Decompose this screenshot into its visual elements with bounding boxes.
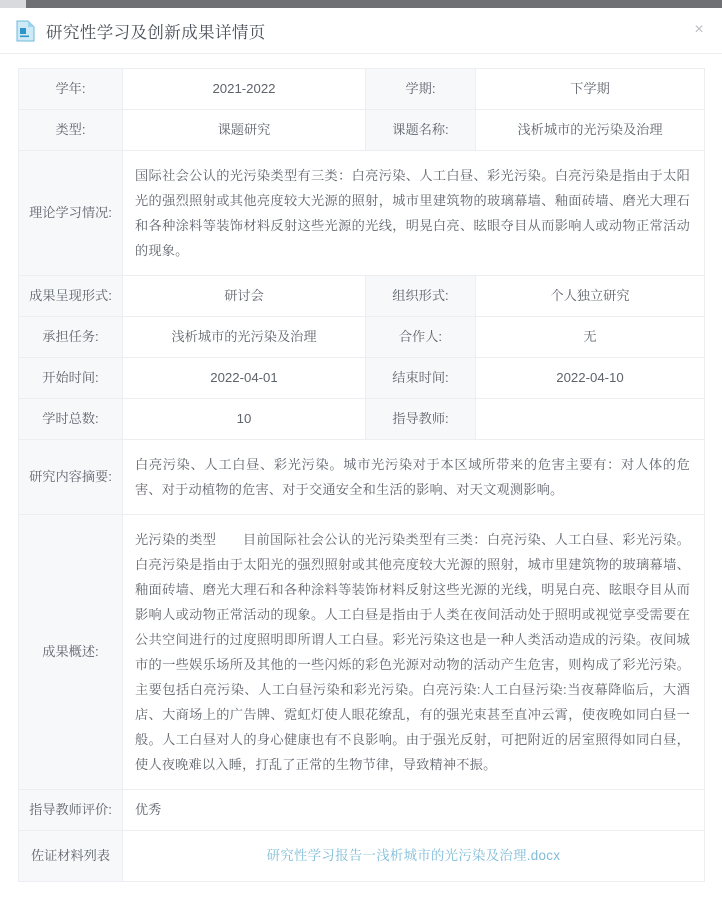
- window-chrome-strip-left: [0, 0, 26, 8]
- result-form-value: 研讨会: [123, 276, 366, 317]
- page-title: 研究性学习及创新成果详情页: [46, 23, 266, 42]
- table-row: [19, 151, 705, 276]
- window-chrome-strip: [0, 0, 722, 8]
- document-icon: [16, 20, 35, 42]
- organize-form-label: 组织形式:: [366, 276, 476, 317]
- teacher-evaluation-label: 指导教师评价:: [19, 790, 123, 831]
- teacher-evaluation-value: 优秀: [123, 790, 705, 831]
- start-time-label: 开始时间:: [19, 358, 123, 399]
- topic-name-label: 课题名称:: [366, 110, 476, 151]
- dialog-body: [0, 54, 722, 882]
- dialog-header: [0, 8, 722, 54]
- overview-value: [123, 515, 705, 790]
- task-label: 承担任务:: [19, 317, 123, 358]
- content-summary-value: 白亮污染、人工白昼、彩光污染。城市光污染对于本区域所带来的危害主要有：对人体的危害、对于动植物的危害、对于交通安全和生活的影响、对天文观测影响。: [123, 440, 705, 515]
- theory-learning-label: 理论学习情况:: [19, 151, 123, 276]
- task-value: 浅析城市的光污染及治理: [123, 317, 366, 358]
- result-form-label: 成果呈现形式:: [19, 276, 123, 317]
- table-row: [19, 69, 705, 110]
- table-row: [19, 399, 705, 440]
- partner-value: 无: [476, 317, 705, 358]
- table-row: [19, 515, 705, 790]
- close-icon[interactable]: ×: [694, 21, 704, 38]
- attachment-link[interactable]: 研究性学习报告一浅析城市的光污染及治理.docx: [266, 848, 561, 863]
- partner-label: 合作人:: [366, 317, 476, 358]
- supervising-teacher-value: [476, 399, 705, 440]
- attachment-list-label: 佐证材料列表: [19, 831, 123, 882]
- start-time-value: 2022-04-01: [123, 358, 366, 399]
- table-row: [19, 790, 705, 831]
- total-hours-label: 学时总数:: [19, 399, 123, 440]
- school-year-value: 2021-2022: [123, 69, 366, 110]
- table-row: [19, 831, 705, 882]
- term-value: 下学期: [476, 69, 705, 110]
- type-label: 类型:: [19, 110, 123, 151]
- table-row: [19, 440, 705, 515]
- table-row: [19, 358, 705, 399]
- table-row: [19, 276, 705, 317]
- overview-heading: 光污染的类型: [135, 532, 217, 547]
- end-time-label: 结束时间:: [366, 358, 476, 399]
- overview-body: 目前国际社会公认的光污染类型有三类：白亮污染、人工白昼、彩光污染。白亮污染是指由于太阳光的强烈照射或其他亮度较大光源的照射，城市里建筑物的玻璃幕墙、釉面砖墙、磨光大理石和各种涂料等装饰材料反射这些光源的光线，明晃白亮、眩眼夺目从而影响人或动物正常活动的现象。人工白昼是指由于人类在夜间活动处于照明或视觉享受需要在公共空间进行的过度照明即所谓人工白昼。彩光污染这也是一种人类活动造成的污染。夜间城市的一些娱乐场所及其他的一些闪烁的彩色光源对动物的活动产生危害，则构成了彩光污染。主要包括白亮污染、人工白昼污染和彩光污染。白亮污染:人工白昼污染:当夜幕降临后，大酒店、大商场上的广告牌、霓虹灯使人眼花缭乱，有的强光束甚至直冲云霄，使夜晚如同白昼一般。人工白昼对人的身心健康也有不良影响。由于强光反射，可把附近的居室照得如同白昼，使人夜晚难以入睡，打乱了正常的生物节律，导致精神不振。: [135, 532, 690, 772]
- detail-dialog: [0, 8, 722, 902]
- overview-label: 成果概述:: [19, 515, 123, 790]
- content-summary-label: 研究内容摘要:: [19, 440, 123, 515]
- term-label: 学期:: [366, 69, 476, 110]
- detail-table: [18, 68, 705, 882]
- supervising-teacher-label: 指导教师:: [366, 399, 476, 440]
- table-row: [19, 110, 705, 151]
- table-row: [19, 317, 705, 358]
- school-year-label: 学年:: [19, 69, 123, 110]
- theory-learning-value: 国际社会公认的光污染类型有三类：白亮污染、人工白昼、彩光污染。白亮污染是指由于太阳光的强烈照射或其他亮度较大光源的照射，城市里建筑物的玻璃幕墙、釉面砖墙、磨光大理石和各种涂料等装饰材料反射这些光源的光线，明晃白亮、眩眼夺目从而影响人或动物正常活动的现象。: [123, 151, 705, 276]
- total-hours-value: 10: [123, 399, 366, 440]
- organize-form-value: 个人独立研究: [476, 276, 705, 317]
- topic-name-value: 浅析城市的光污染及治理: [476, 110, 705, 151]
- end-time-value: 2022-04-10: [476, 358, 705, 399]
- attachment-list-cell: [123, 831, 705, 882]
- type-value: 课题研究: [123, 110, 366, 151]
